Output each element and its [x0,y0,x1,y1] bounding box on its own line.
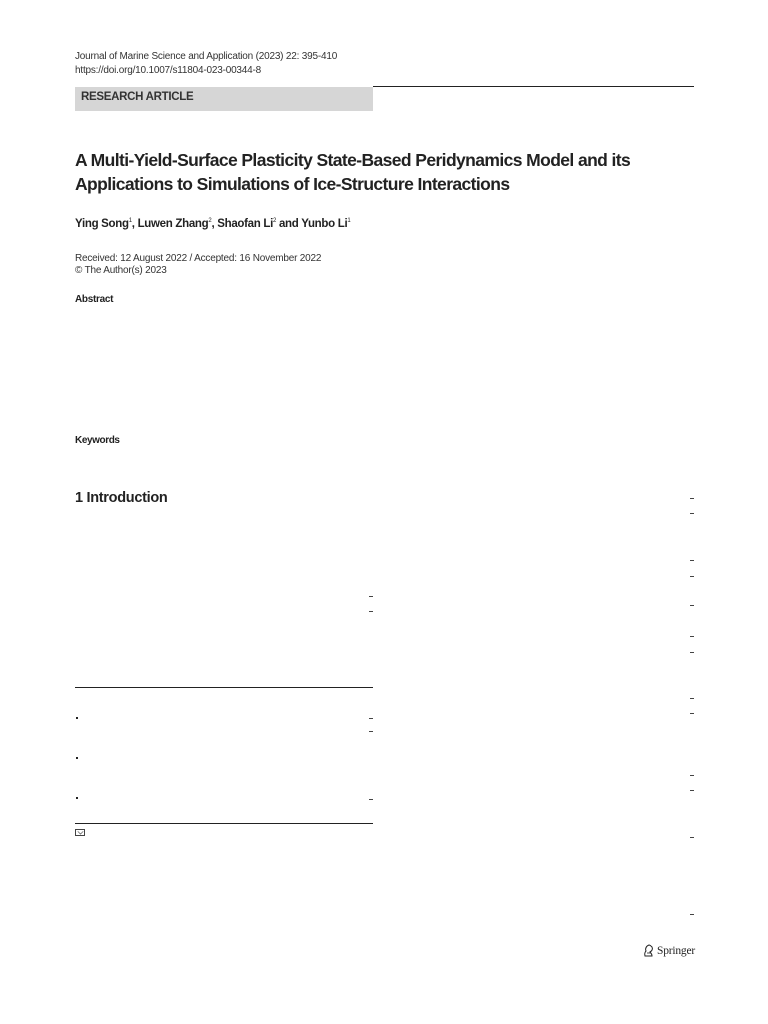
author-list [75,218,350,230]
copyright-notice: © The Author(s) 2023 [75,265,167,276]
author-name: Shaofan Li [217,218,274,230]
hyphen-mark [690,576,694,577]
hyphen-mark [369,596,373,597]
hyphen-mark [369,731,373,732]
hyphen-mark [690,513,694,514]
hyphen-mark [690,560,694,561]
publisher-name: Springer [657,945,696,957]
hyphen-mark [369,799,373,800]
abstract-heading: Abstract [75,294,114,305]
publication-dates [75,253,321,277]
hyphen-mark [690,837,694,838]
email-icon[interactable] [75,829,85,836]
journal-citation: Journal of Marine Science and Application (2023) 22: 395-410 [75,51,338,62]
hyphen-mark [690,652,694,653]
hyphen-mark [690,914,694,915]
footnote-bullet [76,757,78,759]
author-name: Ying Song [75,218,129,230]
hyphen-mark [690,775,694,776]
author-separator: , [211,218,218,230]
hyphen-mark [690,790,694,791]
author-name: Luwen Zhang [137,218,209,230]
author-affiliation: 2 [208,218,212,224]
footnote-rule-bottom [75,823,373,824]
hyphen-mark [690,498,694,499]
hyphen-mark [690,605,694,606]
journal-header [75,50,337,78]
author-name: Yunbo Li [301,218,348,230]
publisher-logo [643,943,695,959]
author-affiliation: 2 [273,218,277,224]
footnote-bullet [76,797,78,799]
footnote-bullet [76,717,78,719]
hyphen-mark [690,698,694,699]
hyphen-mark [690,713,694,714]
journal-doi[interactable]: https://doi.org/10.1007/s11804-023-00344-8 [75,65,262,76]
received-accepted: Received: 12 August 2022 / Accepted: 16 November 2022 [75,253,322,264]
article-type-badge [75,87,373,111]
article-type-label: RESEARCH ARTICLE [81,91,194,103]
paper-title: A Multi-Yield-Surface Plasticity State-Based Peridynamics Model and its Applications to Simulations of Ice-Structure Interactions [75,150,631,194]
section-heading: 1 Introduction [75,490,168,506]
author-affiliation: 1 [347,218,351,224]
hyphen-mark [690,636,694,637]
hyphen-mark [369,611,373,612]
header-rule [373,86,694,87]
springer-horse-icon [643,944,655,958]
author-separator: , [131,218,138,230]
author-separator: and [276,218,302,230]
author-affiliation: 1 [128,218,132,224]
footnote-rule-top [75,687,373,688]
keywords-heading: Keywords [75,435,120,446]
hyphen-mark [369,718,373,719]
